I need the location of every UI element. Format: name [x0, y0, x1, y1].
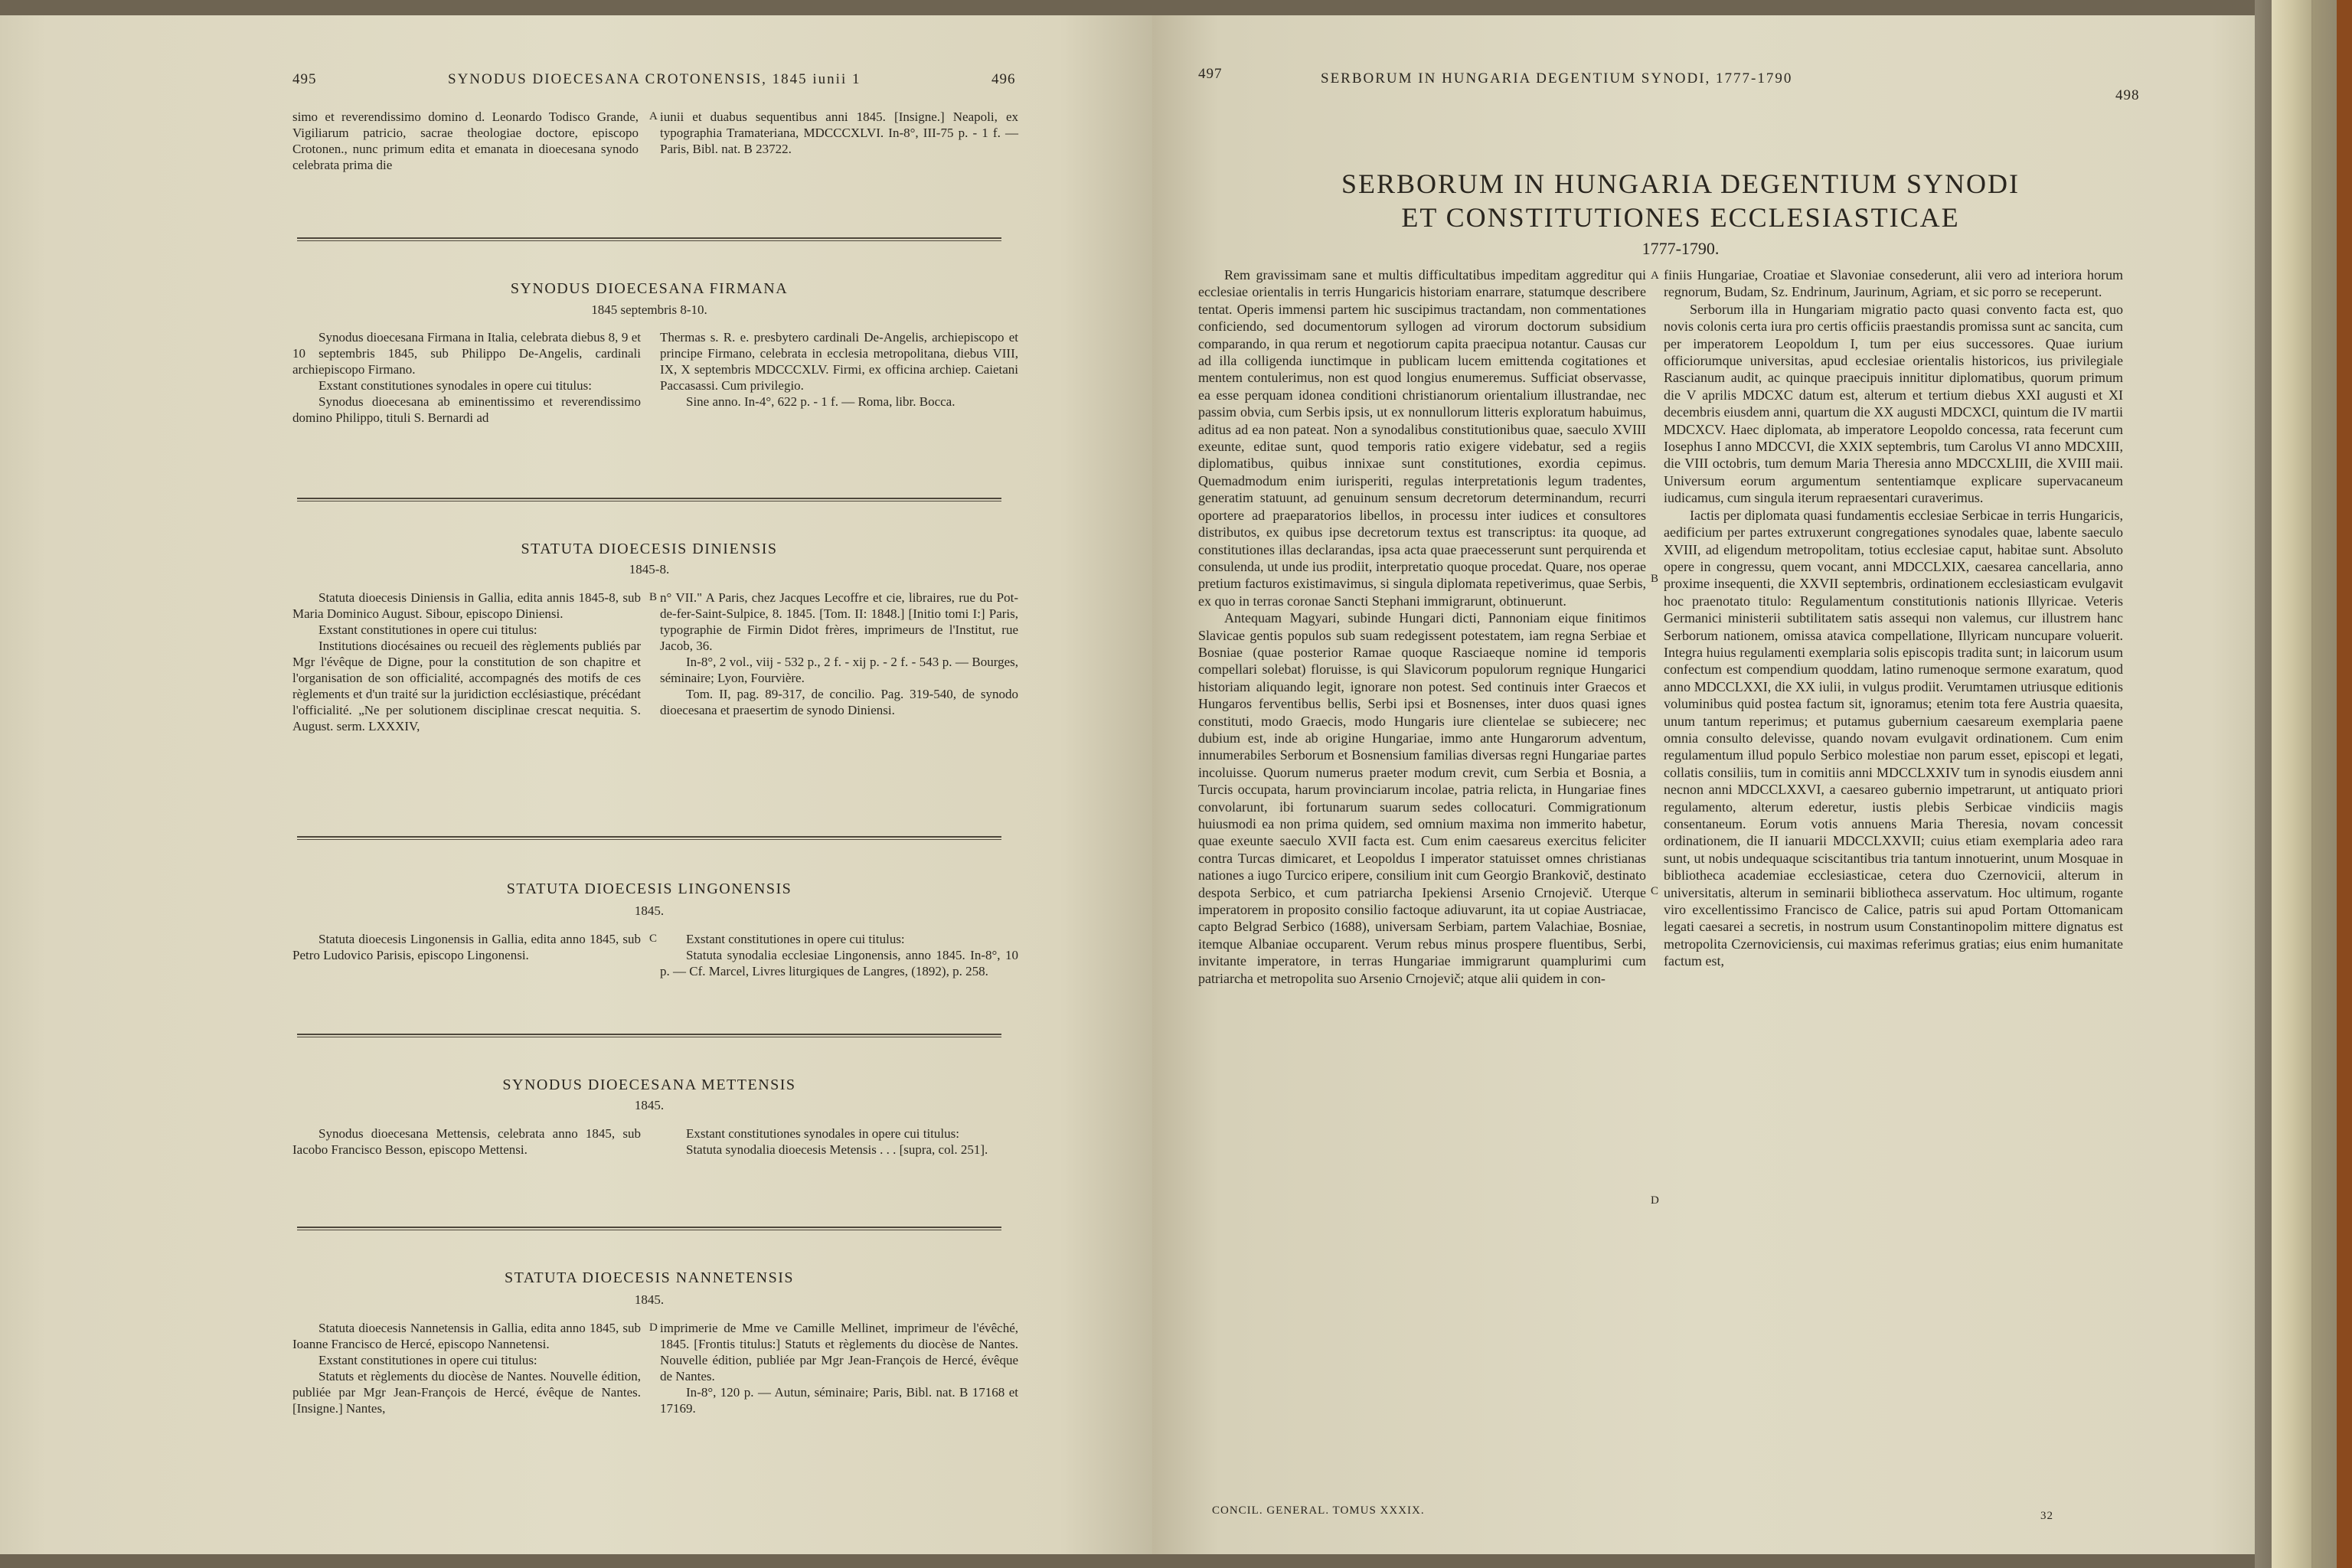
section-title: SYNODUS DIOECESANA FIRMANA [510, 280, 789, 297]
section-title: STATUTA DIOECESIS DINIENSIS [521, 541, 778, 557]
paragraph: Statuts et règlements du diocèse de Nantes. Nouvelle édition, publiée par Mgr Jean-François de Hercé, évêque de Nantes. [Insigne.] Nantes, [292, 1369, 641, 1416]
section-col-1 [292, 590, 641, 734]
page-number-right: 496 [991, 71, 1016, 87]
section-title: STATUTA DIOECESIS NANNETENSIS [504, 1269, 795, 1286]
paragraph: In-8°, 120 p. — Autun, séminaire; Paris, Bibl. nat. B 17168 et 17169. [660, 1385, 1018, 1416]
margin-marker: B [1651, 573, 1659, 585]
page-number-left: 497 [1198, 66, 1223, 82]
paragraph: Rem gravissimam sane et multis difficultatibus impeditam aggreditur qui ecclesiae orientalis in terris Hungaricis historiam enarrare, statumque describere tentat. Operis immensi partem hic suscipimus tractandam, non commentationes conficiendo, sed documentorum syllogen ad virorum doctorum subsidium comparando, in qua rerum et negotiorum capita praecipua notantur. Causas cur ad illa colligenda iunctimque in publicam lucem emittenda cogitationes et mentem contulerimus, non est quod longius enumeremus. Sufficiat observasse, ea esse perquam idonea conditioni christianorum orientalium illustrandae, nec passim obvia, cum Serbis ipsis, ut ex nonnullorum litteris exploratum habuimus, aditus ad ea non pateat. Non a synodalibus constitutionibus quae, saeculo XVIII exeunte, editae sunt, quod temporis ratio exigere videbatur, sed a regiis diplomatibus, quibus innixae sunt constitutiones, exordia cepimus. Quemadmodum enim iurisperiti, regulas interpretationis legum tradentes, generatim statuunt, ad genuinum sensum decretorum determinandum, recurri oportere ad praeparatorios libellos, in processu inter iudices et consultores distributos, ex quibus ipse decretorum textus est transcriptus: ita quoque, ad constitutiones illas declarandas, ipsa acta quae praecesserunt sunt perquirenda et consulenda, ut unde ius prodiit, interpretatio quoque procedat. Quare, nos operae pretium facturos existimavimus, si singula diplomata repetiverimus, quae Serbis, ex quo in terras coronae Sancti Stephani immigrarunt, obtinuerunt. [1198, 267, 1646, 609]
section-divider [297, 1034, 1001, 1037]
book-edge [2255, 0, 2352, 1568]
margin-marker: D [649, 1321, 658, 1334]
section-col-2 [660, 1125, 1018, 1158]
section-divider [297, 237, 1001, 241]
intro-col-1: simo et reverendissimo domino d. Leonardo Todisco Grande, Vigiliarum patricio, sacrae theologiae doctore, episcopo Crotonen., nunc primum edita et emanata in dioecesana synodo celebrata prima die [292, 109, 639, 172]
article-title-line-1: SERBORUM IN HUNGARIA DEGENTIUM SYNODI [1341, 168, 2020, 199]
section-col-2 [660, 329, 1018, 410]
section-date: 1845. [634, 1292, 665, 1307]
section-col-2 [660, 590, 1018, 718]
paragraph: Synodus dioecesana Mettensis, celebrata anno 1845, sub Iacobo Francisco Besson, episcopo Mettensi. [292, 1126, 641, 1157]
paragraph: Statuta synodalia ecclesiae Lingonensis, anno 1845. In-8°, 10 p. — Cf. Marcel, Livres liturgiques de Langres, (1892), p. 258. [660, 948, 1018, 978]
margin-marker: B [649, 591, 658, 603]
paragraph: Exstant constitutiones in opere cui titulus: [318, 622, 537, 637]
margin-marker: D [1651, 1194, 1659, 1207]
margin-marker: C [649, 933, 658, 945]
left-page [0, 15, 1152, 1554]
section-col-1 [292, 931, 641, 963]
paragraph: Exstant constitutiones synodales in opere cui titulus: [318, 378, 592, 393]
section-date: 1845. [634, 1098, 665, 1112]
margin-marker: A [1651, 270, 1659, 282]
section-col-2 [660, 1320, 1018, 1416]
running-header-right: SERBORUM IN HUNGARIA DEGENTIUM SYNODI, 1777-1790 [1321, 70, 1793, 87]
paragraph: Serborum illa in Hungariam migratio pacto quasi convento facta est, quo novis colonis certa iura pro certis officiis praestandis promissa sunt ac sancita, cum per imperatorem Leopoldum I, tum per eius successores. Quae iurium officiorumque universitas, apud ecclesiae orientalis historicos, ius privilegiale Rascianum audit, ac quinque praecipuis innititur diplomatibus, quorum primum die V aprilis MDCXC datum est, alterum et tertium diebus XXI augusti et XI decembris eiusdem anni, quartum die XX augusti MDCXCI, quintum die IV martii MDCXCV. Haec diplomata, ab imperatore Leopoldo concessa, rata fecerunt cum Iosephus I anno MDCCVI, die XXIX septembris, tum Carolus VI anno MDCXIII, die VIII octobris, tum demum Maria Theresia anno MDCCXLIII, die XVIII maii. Universum eorum argumentum sententiamque explicare supervacaneum iudicamus, cum singula iterum repraesentari curaverimus. [1664, 301, 2123, 506]
page-edges [2272, 0, 2311, 1568]
paragraph: finiis Hungariae, Croatiae et Slavoniae consederunt, alii vero ad interiora horum regnorum, Budam, Sz. Endrinum, Jaurinum, Agriam, et sic porro se receperunt. [1664, 267, 2123, 300]
footer-signature: 32 [2040, 1510, 2053, 1522]
paragraph: Exstant constitutiones in opere cui titulus: [318, 1353, 537, 1367]
article-title-line-2: ET CONSTITUTIONES ECCLESIASTICAE [1401, 202, 1960, 233]
paragraph: Tom. II, pag. 89-317, de concilio. Pag. 319-540, de synodo dioecesana et praesertim de synodo Diniensi. [660, 687, 1018, 717]
running-header-left: SYNODUS DIOECESANA CROTONENSIS, 1845 iunii 1 [448, 71, 861, 87]
paragraph: Institutions diocésaines ou recueil des règlements publiés par Mgr l'évêque de Digne, pour la constitution de son chapitre et l'organisation de son officialité, accompagnés des motifs de ces règlements et d'un traité sur la juridiction ecclésiastique, précédant l'officialité. „Ne per solutionem disciplinae crescat nequitia. S. August. serm. LXXXIV, [292, 639, 641, 733]
paragraph: Statuta dioecesis Nannetensis in Gallia, edita anno 1845, sub Ioanne Francisco de Hercé, episcopo Nannetensi. [292, 1321, 641, 1351]
page-number-left: 495 [292, 71, 317, 87]
paragraph: Iactis per diplomata quasi fundamentis ecclesiae Serbicae in terris Hungaricis, aedificium per partes extruxerunt congregationes synodales quae, labente saeculo XVIII, ad eligendum metropolitam, totius ecclesiae caput, habitae sunt. Absoluto opere in congressu, quem vocant, anni MDCCLXIX, caesarea cancellaria, anno proxime insequenti, die XXVII septembris, ordinationem ecclesiasticam evulgavit hoc praenotato titulo: Regulamentum constitutionis nationis Illyricae. Veteris Germanici ministerii subtilitatem satis assequi non valemus, cur illustrem hanc Serborum nationem, omissa atavica compellatione, Illyricam nuncupare voluerit. Integra huius regulamenti exemplaria solis episcopis tradita sunt; in laicorum usum confectum est compendium quoddam, latino rumenoque sermone exaratum, quod anno MDCCLXXI, die XX iulii, in vulgus prodiit. Verumtamen utriusque editionis voluminibus quid postea factum sit, ignoramus; etenim tota fere Austria quaesita, unum tantum reperimus; et putamus gubernium caesareum exemplaria paene omnia consulto delevisse, quando novam evulgavit ordinationem. Cum enim regulamentum illud populo Serbico molestiae non parum esset, episcopi et legati, collatis consiliis, tum in comitiis anni MDCCLXXIV tum in synodis eiusdem anni necnon anni MDCCLXXVI, a caesareo gubernio impetrarunt, ut antiquato priori regulamento, alterum ederetur, iustis plebis Serbicae vindiciis magis consentaneum. Eorum votis annuens Maria Theresia, novam concessit ordinationem, die II ianuarii MDCCLXXVII; cuius etiam exemplaria adeo rara sunt, ut nobis undequaque sciscitantibus tria tantum innotuerint, unum Mosquae in bibliotheca academiae ecclesiasticae, cetera duo Czernovicii, alterum in universitatis, alterum in seminarii bibliotheca asservatum. Hoc ultimum, rogante viro excellentissimo Francisco de Calice, patris sui apud Portam Ottomanicam legati caesarei a secretis, in nostrum usum Constantinopolim mittere dignatus est metropolita Czernoviciensis, cui maximas referimus gratias; eius enim humanitate factum est, [1664, 507, 2123, 969]
intro-col-2: iunii et duabus sequentibus anni 1845. [Insigne.] Neapoli, ex typographia Tramateriana, MDCCCXLVI. In-8°, III-75 p. - 1 f. — Paris, Bibl. nat. B 23722. [660, 109, 1018, 156]
page-number-right: 498 [2115, 87, 2140, 103]
margin-marker: C [1651, 885, 1659, 897]
section-date: 1845-8. [629, 562, 670, 577]
section-date: 1845. [634, 903, 665, 918]
paragraph: Thermas s. R. e. presbytero cardinali De-Angelis, archiepiscopo et principe Firmano, celebrata in ecclesia metropolitana, diebus VIII, IX, X septembris MDCCCXLV. Firmi, ex officina archiep. Caietani Paccasassi. Cum privilegio. [660, 330, 1018, 393]
paragraph: Exstant constitutiones in opere cui titulus: [686, 932, 905, 946]
margin-marker: A [649, 110, 658, 122]
article-col-1 [1198, 266, 1646, 987]
paragraph: Statuta synodalia dioecesis Metensis . . . [supra, col. 251]. [686, 1142, 988, 1157]
paragraph: imprimerie de Mme ve Camille Mellinet, imprimeur de l'évêché, 1845. [Frontis titulus:] Statuts et règlements du diocèse de Nantes. Nouvelle édition, publiée par Mgr Jean-François de Hercé, évêque de Nantes. [660, 1321, 1018, 1383]
paragraph: Sine anno. In-4°, 622 p. - 1 f. — Roma, libr. Bocca. [686, 394, 956, 409]
cover-spine [2337, 0, 2352, 1568]
paragraph: n° VII." A Paris, chez Jacques Lecoffre et cie, libraires, rue du Pot-de-fer-Saint-Sulpice, 8. 1845. [Tom. II: 1848.] [Initio tomi I:] Paris, typographie de Firmin Didot frères, imprimeurs de l'Institut, rue Jacob, 36. [660, 590, 1018, 653]
section-title: STATUTA DIOECESIS LINGONENSIS [506, 880, 792, 897]
section-col-2 [660, 931, 1018, 979]
section-col-1 [292, 329, 641, 426]
section-col-1 [292, 1320, 641, 1416]
paragraph: Synodus dioecesana ab eminentissimo et reverendissimo domino Philippo, tituli S. Bernardi ad [292, 394, 641, 425]
article-date: 1777-1790. [1642, 239, 1720, 258]
section-divider [297, 836, 1001, 840]
section-title: SYNODUS DIOECESANA METTENSIS [502, 1076, 796, 1093]
paragraph: Synodus dioecesana Firmana in Italia, celebrata diebus 8, 9 et 10 septembris 1845, sub Philippo De-Angelis, cardinali archiepiscopo Firmano. [292, 330, 641, 377]
paragraph: Statuta dioecesis Diniensis in Gallia, edita annis 1845-8, sub Maria Dominico August. Sibour, episcopo Diniensi. [292, 590, 641, 621]
section-divider [297, 1227, 1001, 1230]
paragraph: Antequam Magyari, subinde Hungari dicti, Pannoniam eique finitimos Slavicae gentis populos sub suam redegissent potestatem, iam regna Serbiae et Bosniae (quae posterior Ramae quoque Rasciaeque nomine id temporis compellari solebat) floruisse, is qui Slavicorum populorum regnique Hungarici historiam aliquando legit, ignorare non potest. Sed continuis inter Graecos et Hungaros ferventibus bellis, Serbi ipsi et Bosnenses, inter duos quasi ignes constituti, modo Graecis, modo Hungaris iure clientelae se subiecere; nec dubium est, inde ab origine Hungariae, immo ante Hungarorum adventum, innumerabiles Serborum et Bosnensium familias diversas regni Hungariae partes incoluisse. Quorum numerus praeter modum crevit, cum Serbia et Bosnia, a Turcis occupata, harum provinciarum incolae, patria relicta, in Hungariae fines convolarunt, ibi fortunarum suarum sedes collocaturi. Commigrationum huiusmodi ea non prima quidem, sed omnium maxima non immerito habetur, quae exeunte saeculo XVII facta est. Cum enim caesareus exercitus feliciter contra Turcas dimicaret, et Leopoldus I imperator statuisset omnes christianas nationes a iugo Turcico eripere, consilium init cum Georgio Brankovič, destinato despota Serbico, et cum patriarcha Ipekiensi Arsenio Crnojevič. Uterque imperatorem in proposito consilio factoque adiuvarunt, ita ut copiae Austriacae, capto Belgrad Serbico (1688), universam Serbiam, partem Valachiae, Bosniae, itemque Albaniae occuparent. Verum rebus minus prospere fluentibus, Serbi, invitante imperatore, in terras Hungariae immigrarunt quamplurimi cum patriarcha et metropolita suo Arsenio Crnojevič; atque alii quidem in con- [1198, 610, 1646, 986]
section-divider [297, 498, 1001, 501]
footer-volume: CONCIL. GENERAL. TOMUS XXXIX. [1212, 1504, 1425, 1517]
section-date: 1845 septembris 8-10. [591, 302, 707, 317]
right-page [1152, 15, 2255, 1554]
section-col-1 [292, 1125, 641, 1158]
paragraph: In-8°, 2 vol., viij - 532 p., 2 f. - xij p. - 2 f. - 543 p. — Bourges, séminaire; Lyon, Fourvière. [660, 655, 1018, 685]
article-col-2 [1664, 266, 2123, 970]
paragraph: Exstant constitutiones synodales in opere cui titulus: [686, 1126, 959, 1141]
paragraph: Statuta dioecesis Lingonensis in Gallia, edita anno 1845, sub Petro Ludovico Parisis, episcopo Lingonensi. [292, 932, 641, 962]
